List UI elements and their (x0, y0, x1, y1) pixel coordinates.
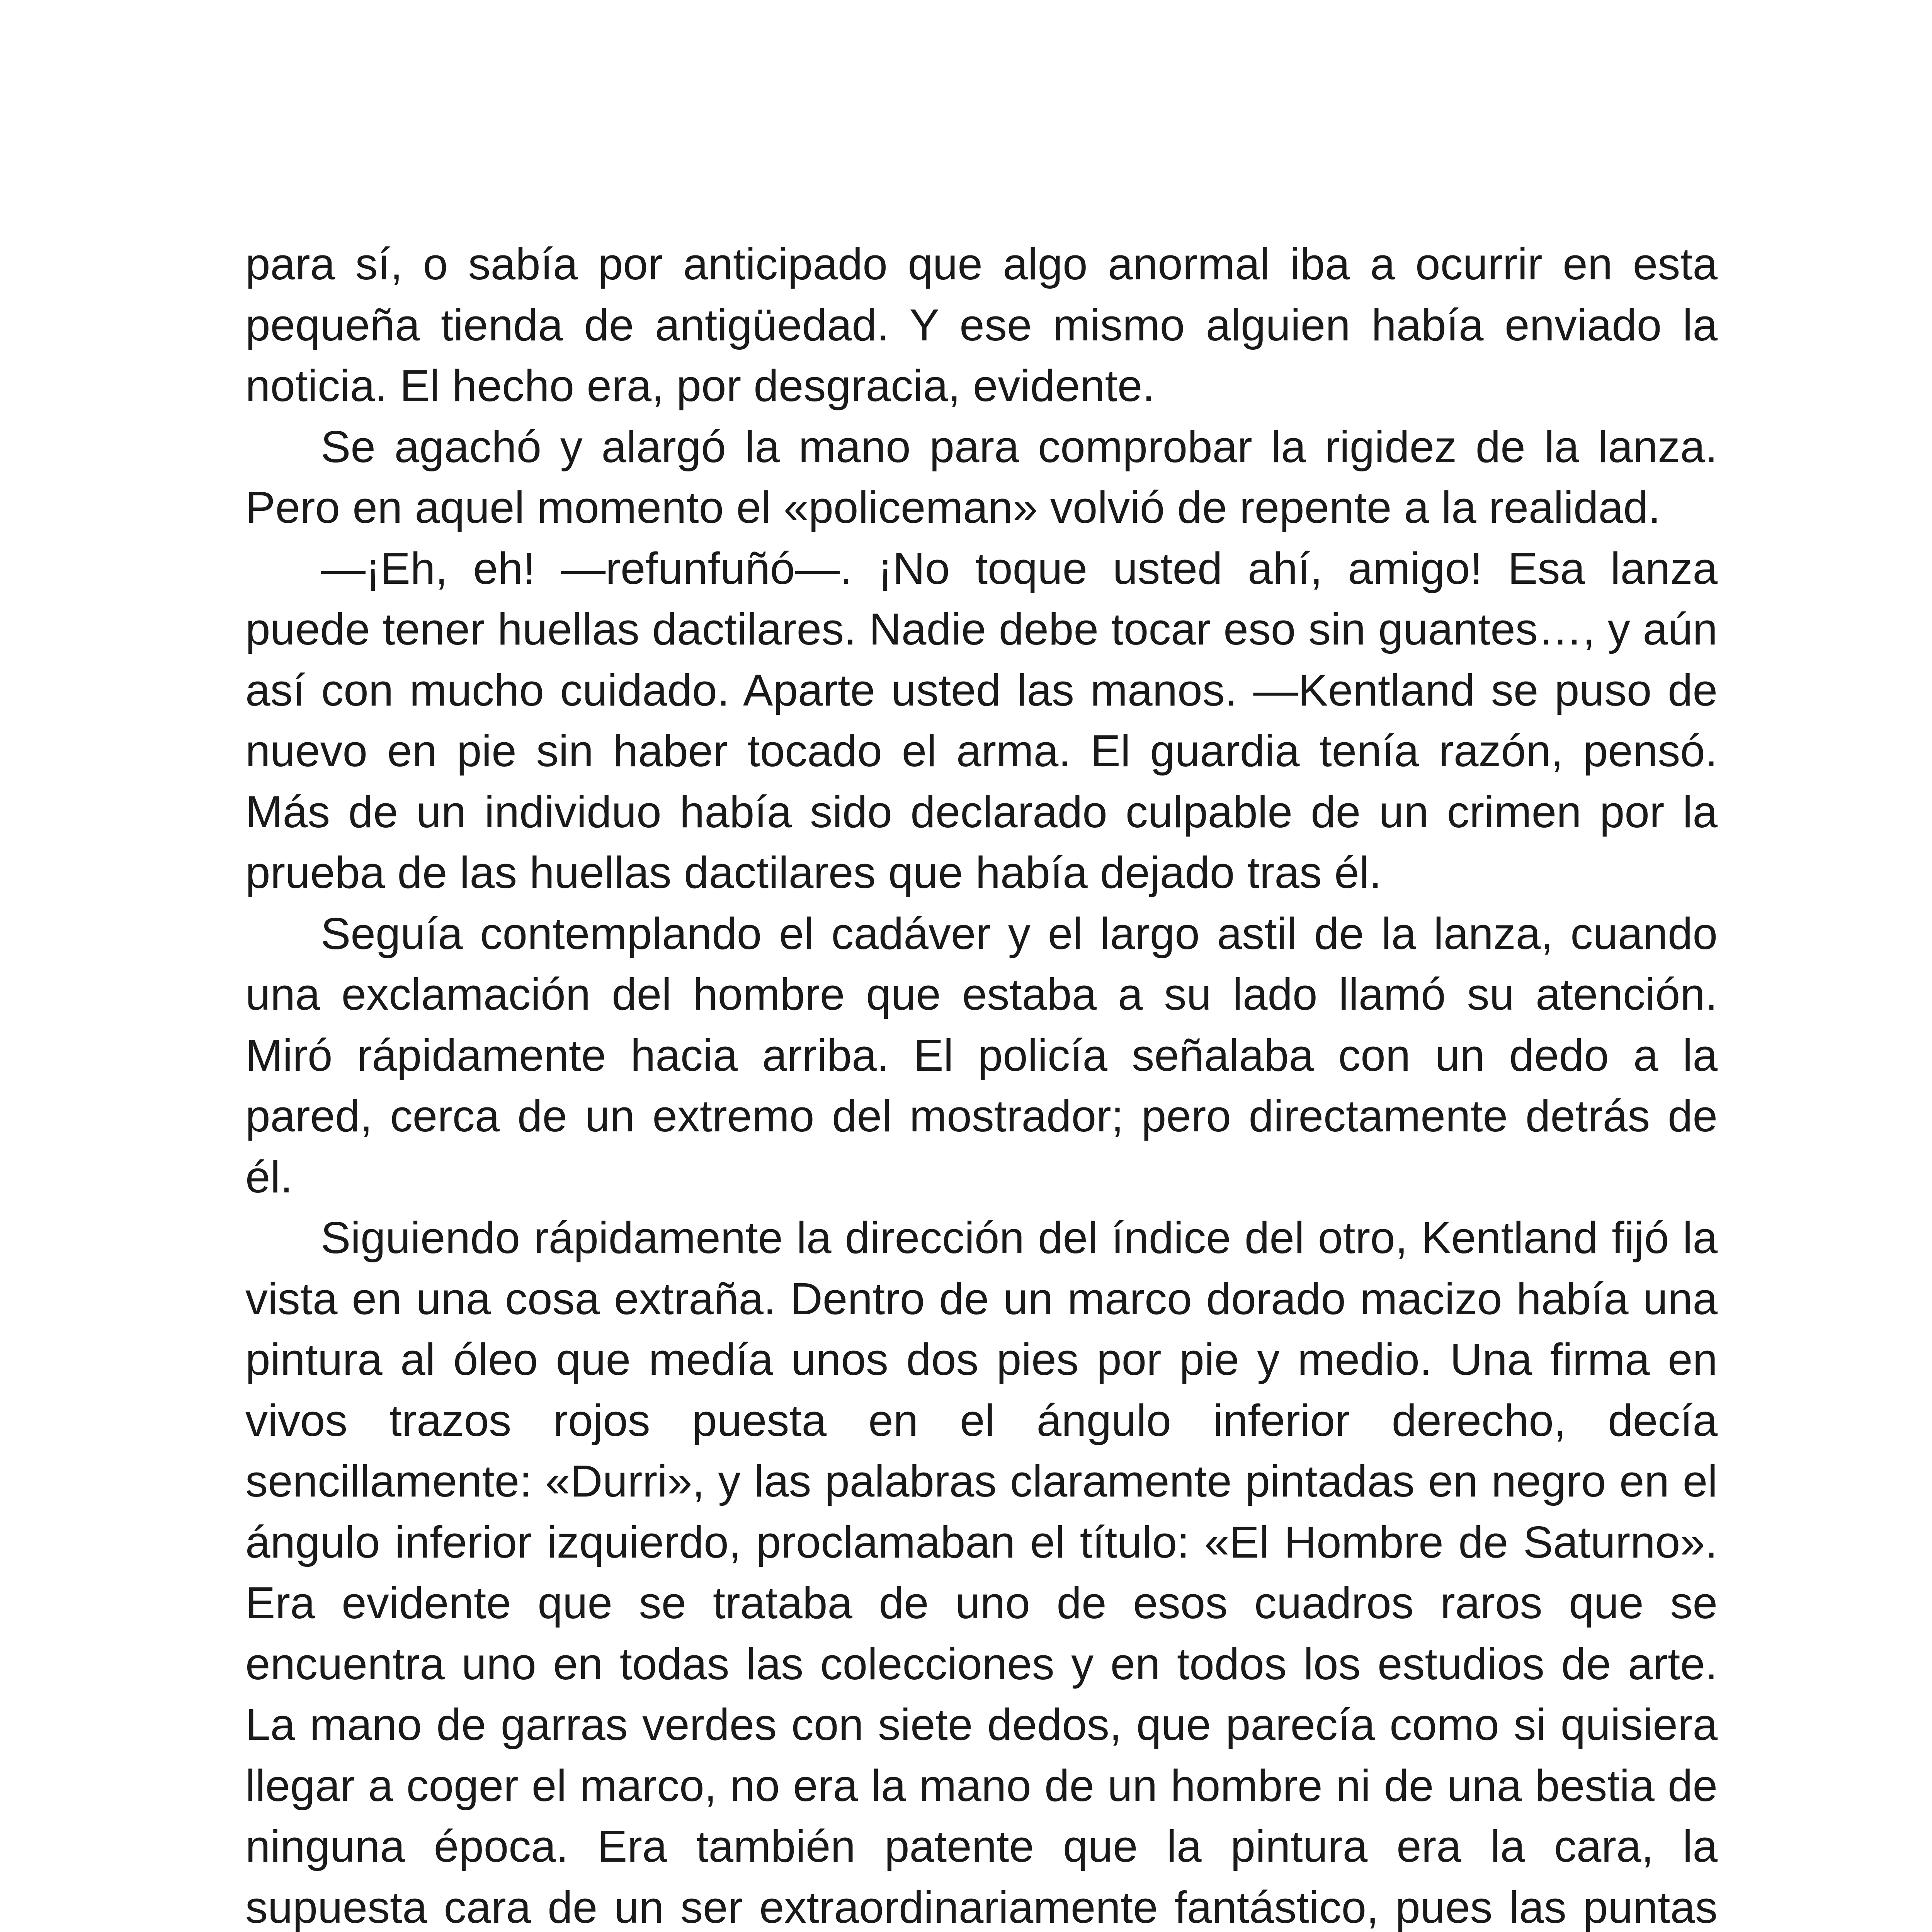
paragraph: Siguiendo rápidamente la dirección del índice del otro, Kentland fijó la vista en una cosa extraña. Dentro de un marco dorado macizo había una pintura al óleo que medía unos dos pies por pie y medio. Una firma en vivos trazos rojos puesta en el ángulo inferior derecho, decía sencillamente: «Durri», y las palabras claramente pintadas en negro en el ángulo inferior izquierdo, proclamaban el título: «El Hombre de Saturno». Era evidente que se trataba de uno de esos cuadros raros que se encuentra uno en todas las colecciones y en todos los estudios de arte. La mano de garras verdes con siete dedos, que parecía como si quisiera llegar a coger el marco, no era la mano de un hombre ni de una bestia de ninguna época. Era también patente que la pintura era la cara, la supuesta cara de un ser extraordinariamente fantástico, pues las puntas (245, 1213, 1718, 1932)
paragraph: Seguía contemplando el cadáver y el largo astil de la lanza, cuando una exclamación del hombre que estaba a su lado llamó su atención. Miró rápidamente hacia arriba. El policía señalaba con un dedo a la pared, cerca de un extremo del mostrador; pero directamente detrás de él. (245, 908, 1718, 1202)
paragraph: Se agachó y alargó la mano para comprobar la rigidez de la lanza. Pero en aquel momento el «policeman» volvió de repente a la realidad. (245, 421, 1718, 532)
paragraph-continued: para sí, o sabía por anticipado que algo anormal iba a ocurrir en esta pequeña tienda de antigüedad. Y ese mismo alguien había enviado la noticia. El hecho era, por desgracia, evidente. (245, 239, 1718, 411)
paragraph: —¡Eh, eh! —refunfuñó—. ¡No toque usted ahí, amigo! Esa lanza puede tener huellas dactilares. Nadie debe tocar eso sin guantes…, y aún así con mucho cuidado. Aparte usted las manos. —Kentland se puso de nuevo en pie sin haber tocado el arma. El guardia tenía razón, pensó. Más de un individuo había sido declarado culpable de un crimen por la prueba de las huellas dactilares que había dejado tras él. (245, 543, 1718, 898)
body-text (245, 234, 1718, 1932)
